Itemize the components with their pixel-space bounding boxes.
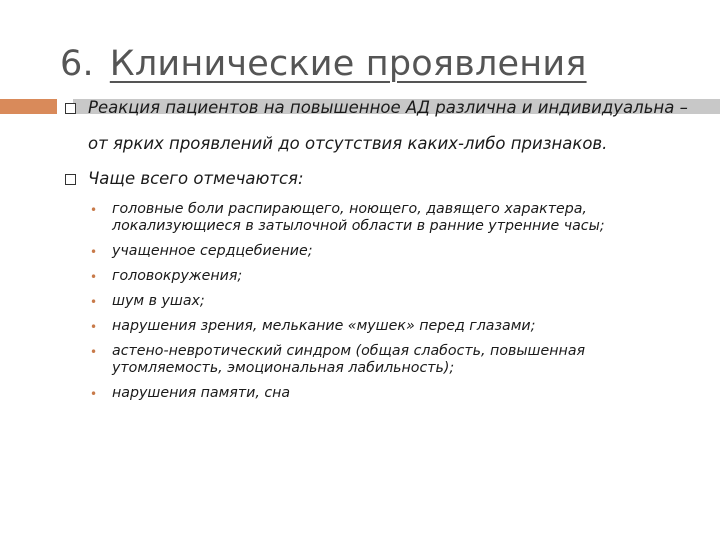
sub-bullet-text: головокружения; [112,268,243,284]
bullet-point [62,97,702,118]
sub-bullet [62,268,702,285]
sub-bullet-text: головные боли распирающего, ноющего, давящего характера, локализующиеся в затылочной области в ранние утренние часы; [112,201,605,234]
square-bullet-icon [65,103,76,114]
dot-bullet-icon: • [90,295,98,309]
sub-bullet [62,318,702,335]
sub-bullet-text: астено-невротический синдром (общая слабость, повышенная утомляемость, эмоциональная лабильность); [112,343,586,376]
bullet-text: от ярких проявлений до отсутствия каких-либо признаков. [88,134,608,153]
sub-bullet [62,201,702,235]
slide-title [60,44,587,84]
sub-bullet-text: нарушения памяти, сна [112,385,291,401]
sub-bullet [62,385,702,402]
bullet-continuation [62,133,702,154]
slide-title-text: Клинические проявления [109,44,587,84]
sub-bullet-text: учащенное сердцебиение; [112,243,313,259]
sub-bullet [62,293,702,310]
dot-bullet-icon: • [90,320,98,334]
sub-bullet [62,243,702,260]
bullet-text: Чаще всего отмечаются: [88,169,304,188]
sub-bullet [62,343,702,377]
dot-bullet-icon: • [90,270,98,284]
accent-bar [0,99,57,114]
sub-bullet-text: нарушения зрения, мелькание «мушек» перед глазами; [112,318,536,334]
square-bullet-icon [65,174,76,185]
slide-number: 6. [60,44,94,84]
dot-bullet-icon: • [90,387,98,401]
bullet-text: Реакция пациентов на повышенное АД различна и индивидуальна – [88,98,688,117]
dot-bullet-icon: • [90,245,98,259]
dot-bullet-icon: • [90,203,98,217]
slide-content [62,97,702,402]
sub-bullet-text: шум в ушах; [112,293,205,309]
dot-bullet-icon: • [90,345,98,359]
bullet-point [62,168,702,189]
